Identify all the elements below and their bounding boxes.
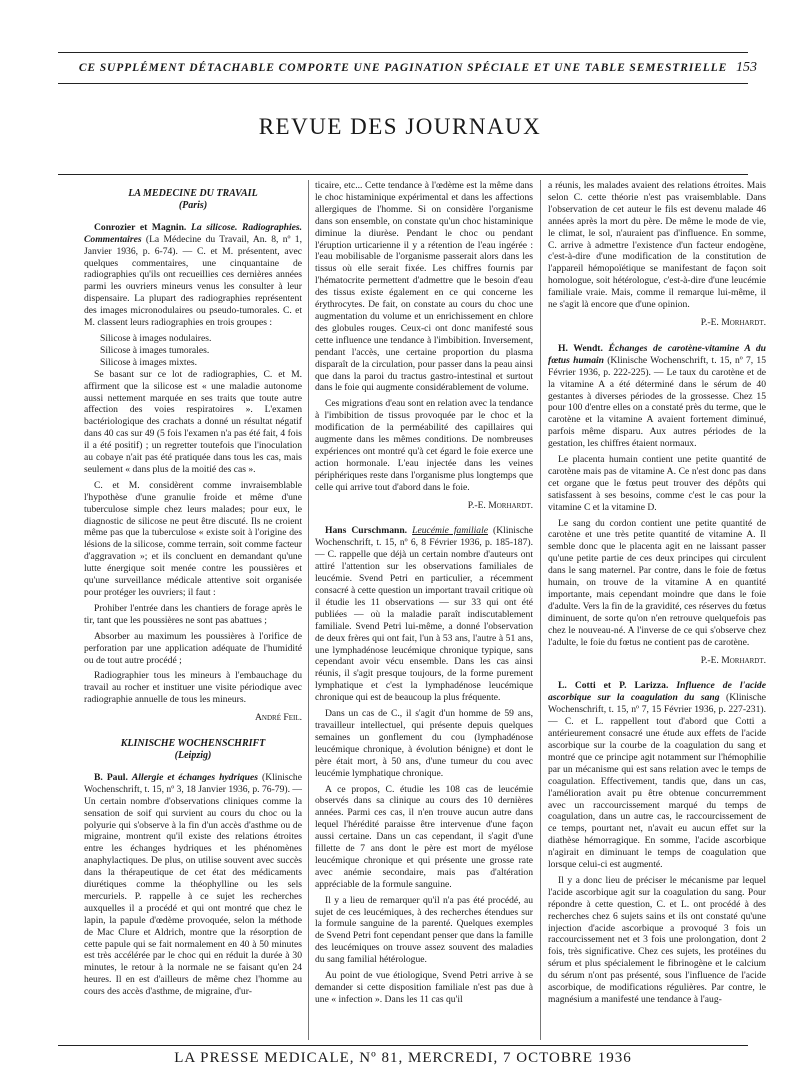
section-heading: KLINISCHE WOCHENSCHRIFT	[120, 738, 266, 750]
body-paragraph: Au point de vue étiologique, Svend Petri arrive à se demander si cette disposition familiale n'est pas due à une « infection ». Dans les 11 cas qu'il	[315, 970, 533, 1005]
list-item: Silicose à images tumorales.	[100, 344, 210, 356]
list-item: Silicose à images mixtes.	[100, 356, 197, 368]
article-paragraph	[315, 525, 533, 704]
header-text: CE SUPPLÉMENT DÉTACHABLE COMPORTE UNE PAGINATION SPÉCIALE ET UNE TABLE SEMESTRIELLE	[78, 62, 728, 74]
article-body: (Klinische Wochenschrift, t. 15, nº 7, 15 Février 1936, p. 227-231). — C. et L. rappellent tout d'abord que Cotti a antérieurement consacré une étude aux effets de l'acide ascorbique sur la courbe de la coagulation du sang et montré que ce principe agit notamment sur l'hémophilie par un mécanisme qui est sans relation avec le temps de coagulation. Effectivement, tandis que, dans un cas, l'amélioration avait pu être obtenue concurremment avec un raccourcissement marqué du temps de coagulation, dans un autre cas, le raccourcissement de ce temps, pourtant net, n'avait eu aucun effet sur la diathèse hémorragique. En somme, l'acide ascorbique n'agirait en diminuant le temps de coagulation que lorsque celui-ci est augmenté.	[548, 692, 766, 871]
column-2	[315, 180, 533, 1010]
journal-footer	[58, 1045, 748, 1067]
article-body: (Klinische Wochenschrift, t. 15, nº 3, 18 Janvier 1936, p. 76-79). — Un certain nombre d'observations cliniques comme la sensation de soif qui survient au cours du choc ou la polyurie qui s'observe à la fin d'un accès d'asthme ou de migraine, montrent qu'il existe des relations étroites entre les échanges hydriques et les phénomènes anaphylactiques. De plus, on utilise souvent avec succès dans la thérapeutique de cet état des médicaments diurétiques comme la théophylline ou les sels mercuriels. P. rappelle à ce sujet les recherches auxquelles il a procédé et qui ont montré que chez le lapin, la papule d'œdème provoquée, selon la méthode de Mac Clure et Aldrich, montre que la résorption de cette papule qui se fait normalement en 40 à 50 minutes est très accélérée par le choc qui en réduit la durée à 30 minutes, le retour à la normale ne se faisant qu'en 24 heures. Il en est d'ailleurs de même chez l'homme au cours des accès d'asthme, de migraine, d'ur-	[84, 771, 302, 998]
body-paragraph: Dans un cas de C., il s'agit d'un homme de 59 ans, travailleur intellectuel, qui présente depuis quelques semaines un gonflement du cou (lymphadénose leucémique chronique, à évolution bénigne) et dont le père était mort, à 50 ans, d'une tumeur du cou avec leucémie lymphatique chronique.	[315, 708, 533, 779]
column-1	[84, 180, 302, 1002]
article-authors: Conrozier et Magnin.	[94, 221, 187, 233]
article-authors: Hans Curschmann.	[325, 525, 408, 537]
body-paragraph: Il y a lieu de remarquer qu'il n'a pas été procédé, au sujet de ces leucémiques, à des recherches étendues sur la formule sanguine de la parenté. Quelques exemples de Svend Petri font cependant penser que dans la famille des leucémiques on trouve assez souvent des maladies du sang familial hétérologue.	[315, 894, 533, 966]
body-paragraph: Absorber au maximum les poussières à l'orifice de perforation par une application adéquate de l'humidité ou de tout autre procédé ;	[84, 630, 302, 666]
body-paragraph: C. et M. considèrent comme invraisemblable l'hypothèse d'une granulie froide et même d'une tuberculose simple chez leurs malades; pour eux, le diagnostic de silicose ne peut être discuté. Ils ne croient même pas que la tuberculose « existe soit à l'origine des lésions de la silicose, comme terrain, soit comme facteur d'aggravation »; et ils concluent en demandant qu'une lutte énergique soit menée contre les poussières et qu'une surveillance médicale attentive soit organisée pour protéger les ouvriers; il faut :	[84, 479, 302, 598]
body-paragraph: a réunis, les malades avaient des relations étroites. Mais selon C. cette théorie n'est pas vraisemblable. Dans l'observation de cet auteur le fils est devenu malade 46 années après la mort du père. De même le mode de vie, le climat, le sol, n'auraient pas d'influence. En somme, C. arrive à admettre l'existence d'un facteur endogène, c'est-à-dire d'une modification de la constitution de l'appareil hémopoïétique se manifestant de façon soit homologue, soit hétérologue, c'est-à-dire d'une leucémie familiale vraie. Mais, comme il remarque lui-même, il ne s'agit là encore que d'une opinion.	[548, 180, 766, 311]
column-rule-1	[308, 180, 309, 1040]
body-paragraph: Il y a donc lieu de préciser le mécanisme par lequel l'acide ascorbique agit sur la coagulation du sang. Pour répondre à cette question, C. et L. ont procédé à des recherches chez 6 sujets sains et ils ont constaté qu'une injection d'acide ascorbique a provoqué 3 fois un raccourcissement net et 3 fois une prolongation, dont 2 fois, très significative. Chez ces sujets, les protéines du sérum et plus spécialement le fibrinogène et le calcium du sérum n'ont pas présenté, sous l'influence de l'acide ascorbique, de modifications régulières. Par contre, le magnésium a manifesté une tendance à l'aug-	[548, 874, 766, 1005]
article-paragraph	[548, 680, 766, 871]
page-title: REVUE DES JOURNAUX	[258, 114, 542, 139]
body-paragraph: A ce propos, C. étudie les 108 cas de leucémie observés dans sa clinique au cours des 10 dernières années. Parmi ces cas, il n'en trouve aucun autre dans lequel l'hérédité paraisse être intervenue d'une façon aussi certaine. Dans un cas cependant, il s'agit d'une fillette de 7 ans dont le père est mort de myélose leucémique chronique et qui présente une grosse rate avec anémie secondaire, mais pas d'altération appréciable de la formule sanguine.	[315, 783, 533, 890]
body-paragraph: ticaire, etc... Cette tendance à l'œdème est la même dans le choc histaminique expérimental et dans les affections allergiques de l'homme. Si on considère l'organisme dans son ensemble, on constate qu'un choc histaminique diminue la diurèse. Pendant le choc ou pendant l'éruption urticarienne il y a rétention de l'eau ingérée : l'eau mobilisable de l'organisme passerait alors dans les tissus où elle serait fixée. Les chiffres fournis par l'hématocrite permettent d'admettre que le besoin d'eau des tissus existe également en ce qui concerne les érythrocytes. De fait, on constate au cours du choc une augmentation du volume et un enrichissement en chlore des globules rouges. Ceux-ci ont donc manifesté sous cette influence une tendance à l'imbibition. Inversement, pendant l'accès, une certaine proportion du plasma disparaît de la circulation, pour passer dans la peau ainsi que dans la paroi du tractus gastro-intestinal et surtout dans le foie qui augmente considérablement de volume.	[315, 180, 533, 394]
column-rule-2	[540, 180, 541, 1040]
body-paragraph: Le placenta humain contient une petite quantité de carotène mais pas de vitamine A. Ce n'est donc pas dans cet organe que le fœtus peut trouver des dépôts qui satisfassent à ses besoins, comme c'est le cas pour la vitamine C et la vitamine D.	[548, 454, 766, 513]
signature: André Feil.	[255, 712, 302, 724]
section-heading: LA MEDECINE DU TRAVAIL	[128, 188, 258, 199]
article-paragraph	[84, 222, 302, 329]
article-body: (Klinische Wochenschrift, t. 15, nº 7, 15 Février 1936, p. 222-225). — Le taux du carotène et de la vitamine A a été déterminé dans le sérum de 40 gestantes à diverses périodes de la grossesse. Chez 15 pour 100 d'entre elles on a constaté près du terme, que le carotène et la vitamine A avaient fortement diminué, parfois même disparu. Aux autres périodes de la gestation, les chiffres étaient normaux.	[548, 354, 766, 450]
article-title: Allergie et échanges hydriques	[131, 771, 258, 783]
supplement-header	[58, 52, 748, 84]
body-paragraph: Se basant sur ce lot de radiographies, C. et M. affirment que la silicose est « une maladie autonome aussi nettement marquée en ses traits que toute autre affection des voies respiratoires ». L'examen bactériologique des crachats a donné un résultat négatif dans 40 cas sur 49 (5 fois l'examen n'a pas été fait, 4 fois il a été positif) ; un regretter toutefois que l'inoculation au cobaye n'ait pas été pratiquée dans tous les cas, mais seulement « dans plus de la moitié des cas ».	[84, 368, 302, 475]
article-title: Influence de l'acide ascorbique sur la coagulation du sang	[548, 680, 766, 704]
column-3	[548, 180, 766, 1010]
article-body: (Klinische Wochenschrift, t. 15, nº 6, 8 Février 1936, p. 185-187). — C. rappelle que déjà un certain nombre d'auteurs ont attiré l'attention sur les observations familiales de leucémie. Svend Petri en particulier, a récemment consacré à cette question un important travail critique où il étudie les 11 observations — sur 33 qui ont été publiées — où la maladie paraît indiscutablement familiale. Svend Petri lui-même, a donné l'observation de deux frères qui ont fait, l'un à 53 ans, l'autre à 51 ans, une lymphadénose leucémique chronique typique, sans cependant avoir vécu ensemble. Dans les cas ainsi réunis, il s'agit presque toujours, de la forme purement lymphatique et c'est la lymphadénose leucémique chronique qui est de beaucoup la plus fréquente.	[315, 525, 534, 704]
signature: P.-E. Morhardt.	[700, 654, 766, 666]
article-authors: B. Paul.	[94, 771, 128, 783]
body-paragraph: Radiographier tous les mineurs à l'embauchage du travail au rocher et instituer une visite périodique avec radiographie annuelle de tous les mineurs.	[84, 670, 302, 706]
article-title: La silicose. Radiographies. Commentaires	[84, 221, 303, 245]
list-item: Silicose à images nodulaires.	[100, 332, 212, 344]
article-authors: L. Cotti et P. Larizza.	[558, 680, 669, 692]
footer-text: LA PRESSE MEDICALE, Nº 81, MERCREDI, 7 OCTOBRE 1936	[174, 1050, 632, 1066]
article-body: (La Médecine du Travail, An. 8, nº 1, Janvier 1936, p. 6-74). — C. et M. présentent, avec quelques commentaires, une cinquantaine de radiographies qu'ils ont recueillies ces dernières années parmi les ouvriers mineurs venus les consulter à leur dispensaire. La plupart des radiographies représentent des images micronodulaires ou pseudo-tumorales. C. et M. classent leurs radiographies en trois groupes :	[84, 233, 302, 329]
body-paragraph: Le sang du cordon contient une petite quantité de carotène et une très petite quantité de vitamine A. Il semble donc que le placenta agit en ne laissant passer qu'une petite partie de ces deux principes qui circulent dans le sang maternel. Par contre, dans le foie de fœtus humain, on trouve de la vitamine A en quantité importante, mais cependant moindre que dans le foie d'adulte. Vers la fin de la gravidité, ces réserves du fœtus diminuent, de sorte qu'on n'en retrouve quelquefois pas chez le nouveau-né. A l'inverse de ce qui s'observe chez l'adulte, le foie du fœtus ne contient pas de carotène.	[548, 517, 766, 648]
signature: P.-E. Morhardt.	[467, 499, 533, 511]
article-title: Leucémie familiale	[412, 525, 489, 537]
title-rule	[58, 174, 748, 175]
signature: P.-E. Morhardt.	[700, 316, 766, 328]
body-paragraph: Ces migrations d'eau sont en relation avec la tendance à l'imbibition de tissus provoquée par le choc et la modification de la perméabilité des capillaires qui augmente dans les mêmes conditions. De nombreuses expériences ont montré qu'à cet égard le foie exerce une action hormonale. L'eau injectée dans les veines périphériques reste dans l'organisme plus longtemps que celle qui arrive tout d'abord dans le foie.	[315, 398, 533, 493]
article-title: Échanges de carotène-vitamine A du fœtus humain	[548, 342, 766, 366]
body-paragraph: Prohiber l'entrée dans les chantiers de forage après le tir, tant que les poussières ne sont pas abattues ;	[84, 602, 302, 626]
article-paragraph	[84, 772, 302, 998]
section-subheading: (Paris)	[178, 199, 208, 211]
section-subheading: (Leipzig)	[174, 749, 212, 761]
article-paragraph	[548, 343, 766, 450]
page-number: 153	[736, 60, 757, 75]
article-authors: H. Wendt.	[558, 342, 603, 354]
